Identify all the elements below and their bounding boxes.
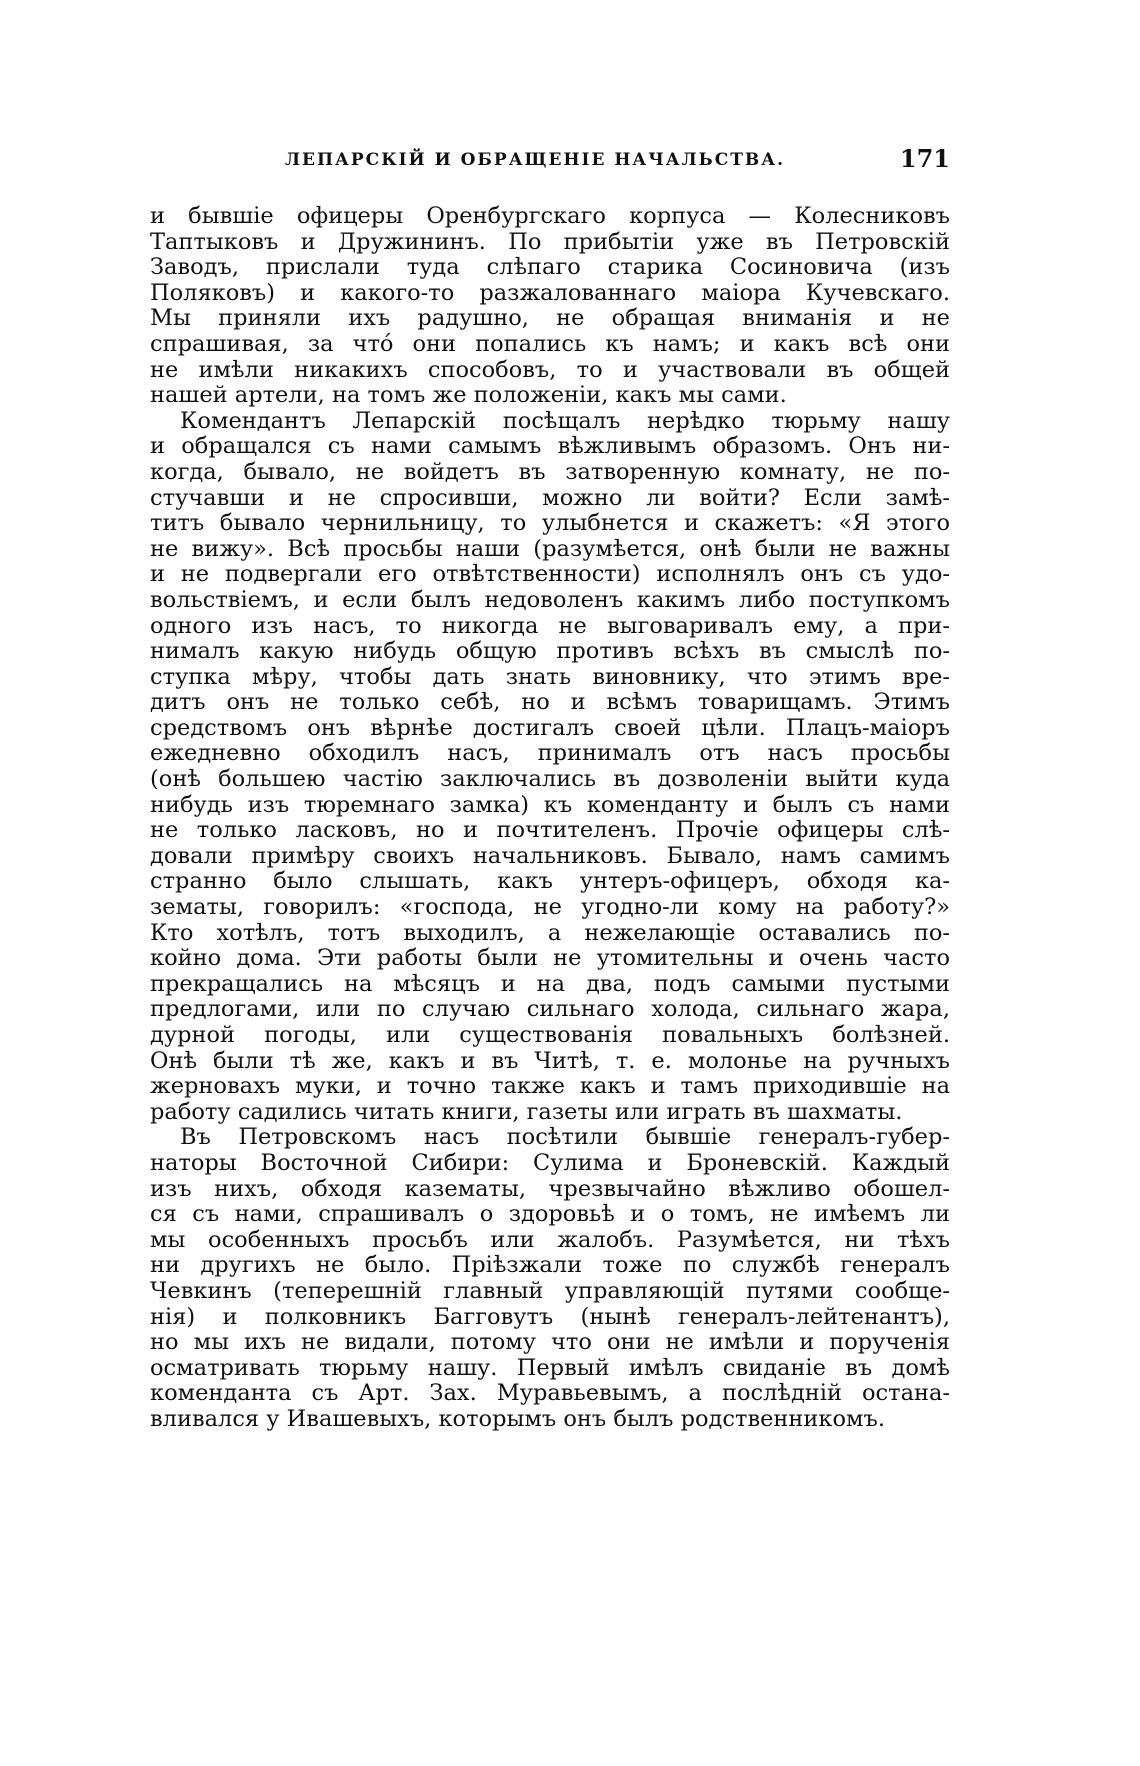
text-line: Чевкинъ (теперешній главный управляющій путями сообще-: [150, 1278, 950, 1304]
text-line: титъ бывало чернильницу, то улыбнется и скажетъ: «Я этого: [150, 511, 950, 537]
text-line: Въ Петровскомъ насъ посѣтили бывшіе генералъ-губер-: [180, 1125, 950, 1151]
text-line: и не подвергали его отвѣтственности) исполнялъ онъ съ удо-: [150, 562, 950, 588]
page-number: 171: [899, 144, 950, 173]
text-line: Поляковъ) и какого-то разжалованнаго маіора Кучевскаго.: [150, 280, 950, 306]
text-line: спрашивая, за чтó они попались къ намъ; и какъ всѣ они: [150, 331, 950, 357]
text-line: довали примѣру своихъ начальниковъ. Бывало, намъ самимъ: [150, 843, 950, 869]
body-text: [150, 204, 950, 1433]
text-line: зематы, говорилъ: «господа, не угодно-ли кому на работу?»: [150, 895, 950, 921]
text-line: Комендантъ Лепарскій посѣщалъ нерѣдко тюрьму нашу: [180, 408, 950, 434]
text-line: мы особенныхъ просьбъ или жалобъ. Разумѣется, ни тѣхъ: [150, 1227, 950, 1253]
text-line: нималъ какую нибудь общую противъ всѣхъ въ смыслѣ по-: [150, 639, 950, 665]
page-header: [150, 144, 950, 184]
text-line: изъ нихъ, обходя казематы, чрезвычайно вѣжливо обошел-: [150, 1176, 950, 1202]
text-line: нашей артели, на томъ же положеніи, какъ мы сами.: [150, 383, 787, 409]
text-line: нибудь изъ тюремнаго замка) къ коменданту и былъ съ нами: [150, 792, 950, 818]
text-line: одного изъ насъ, то никогда не выговаривалъ ему, а при-: [150, 613, 950, 639]
text-line: койно дома. Эти работы были не утомительны и очень часто: [150, 946, 950, 972]
running-title: ЛЕПАРСКІЙ И ОБРАЩЕНІЕ НАЧАЛЬСТВА.: [285, 150, 786, 170]
text-line: но мы ихъ не видали, потому что они не имѣли и порученія: [150, 1330, 950, 1356]
text-line: стучавши и не спросивши, можно ли войти? Если замѣ-: [150, 485, 950, 511]
text-line: и бывшіе офицеры Оренбургскаго корпуса — Колесниковъ: [150, 204, 950, 229]
text-line: дурной погоды, или существованія повальныхъ болѣзней.: [150, 1023, 950, 1048]
text-line: когда, бывало, не войдетъ въ затворенную комнату, не по-: [150, 459, 950, 485]
text-line: предлогами, или по случаю сильнаго холода, сильнаго жара,: [150, 997, 950, 1023]
text-line: Мы приняли ихъ радушно, не обращая вниманія и не: [150, 306, 950, 332]
text-line: жерновахъ муки, и точно также какъ и тамъ приходившіе на: [150, 1074, 950, 1100]
text-line: не имѣли никакихъ способовъ, то и участвовали въ общей: [150, 357, 950, 383]
text-line: вольствіемъ, и если былъ недоволенъ какимъ либо поступкомъ: [150, 587, 950, 613]
text-line: ни другихъ не было. Пріѣзжали тоже по службѣ генералъ: [150, 1253, 950, 1279]
text-line: средствомъ онъ вѣрнѣе достигалъ своей цѣли. Плацъ-маіоръ: [150, 715, 950, 741]
text-line: Заводъ, прислали туда слѣпаго старика Сосиновича (изъ: [150, 255, 950, 281]
text-line: коменданта съ Арт. Зах. Муравьевымъ, а послѣдній остана-: [150, 1381, 950, 1407]
text-line: не только ласковъ, но и почтителенъ. Прочіе офицеры слѣ-: [150, 818, 950, 844]
text-line: дитъ онъ не только себѣ, но и всѣмъ товарищамъ. Этимъ: [150, 690, 950, 716]
text-line: Таптыковъ и Дружининъ. По прибытіи уже въ Петровскій: [150, 229, 950, 255]
text-line: Кто хотѣлъ, тотъ выходилъ, а нежелающіе оставались по-: [150, 920, 950, 946]
text-line: ся съ нами, спрашивалъ о здоровьѣ и о томъ, не имѣемъ ли: [150, 1202, 950, 1228]
text-line: странно было слышать, какъ унтеръ-офицеръ, обходя ка-: [150, 869, 950, 895]
text-line: ежедневно обходилъ насъ, принималъ отъ насъ просьбы: [150, 741, 950, 767]
text-line: работу садились читать книги, газеты или играть въ шахматы.: [150, 1099, 903, 1125]
text-line: и обращался съ нами самымъ вѣжливымъ образомъ. Онъ ни-: [150, 434, 950, 460]
text-line: нія) и полковникъ Багговутъ (нынѣ генералъ-лейтенантъ),: [150, 1304, 950, 1330]
text-line: (онѣ большею частію заключались въ дозволеніи выйти куда: [150, 767, 950, 793]
text-line: ступка мѣру, чтобы дать знать виновнику, что этимъ вре-: [150, 664, 950, 690]
text-line: прекращались на мѣсяцъ и на два, подъ самыми пустыми: [150, 971, 950, 997]
text-line: Онѣ были тѣ же, какъ и въ Читѣ, т. е. молонье на ручныхъ: [150, 1048, 950, 1074]
text-line: не вижу». Всѣ просьбы наши (разумѣется, онѣ были не важны: [150, 536, 950, 562]
text-line: вливался у Ивашевыхъ, которымъ онъ былъ родственникомъ.: [150, 1406, 885, 1432]
text-line: наторы Восточной Сибири: Сулима и Броневскій. Каждый: [150, 1150, 950, 1176]
text-line: осматривать тюрьму нашу. Первый имѣлъ свиданіе въ домѣ: [150, 1355, 950, 1381]
